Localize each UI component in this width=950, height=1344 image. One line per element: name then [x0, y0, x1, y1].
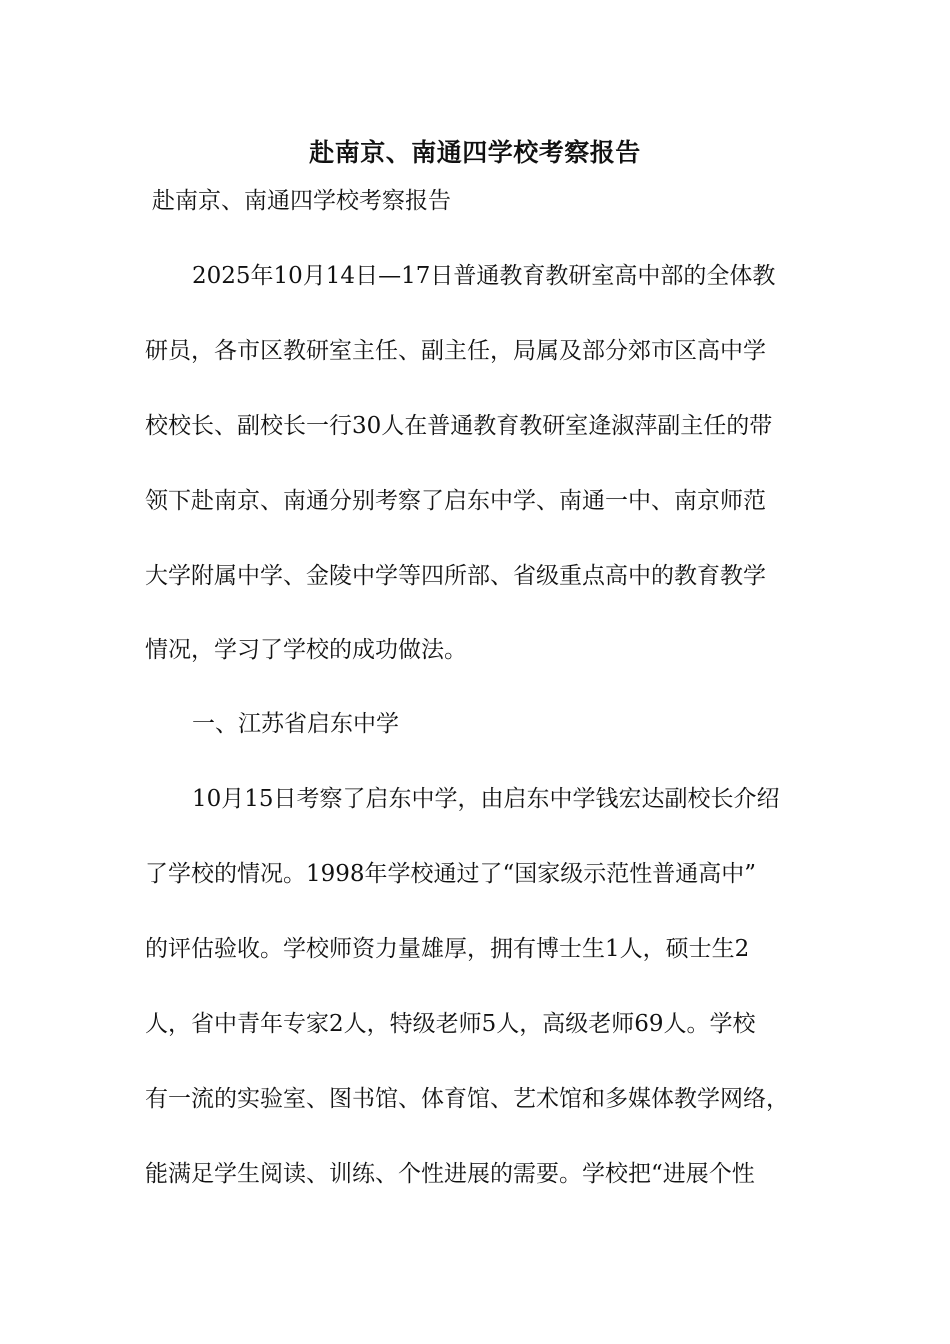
paragraph-line: 10月15日考察了启东中学，由启东中学钱宏达副校长介绍	[192, 786, 780, 812]
paragraph-line: 人，省中青年专家2人，特级老师5人，高级老师69人。学校	[145, 1011, 756, 1037]
paragraph-line: 能满足学生阅读、训练、个性进展的需要。学校把“进展个性	[145, 1161, 755, 1187]
paragraph-line: 领下赴南京、南通分别考察了启东中学、南通一中、南京师范	[145, 488, 766, 514]
paragraph-line: 了学校的情况。1998年学校通过了“国家级示范性普通高中”	[145, 861, 757, 887]
document-title: 赴南京、南通四学校考察报告	[309, 138, 641, 167]
paragraph-line: 研员，各市区教研室主任、副主任，局属及部分郊市区高中学	[145, 338, 766, 364]
paragraph-line: 情况，学习了学校的成功做法。	[145, 637, 467, 663]
paragraph-line: 校校长、副校长一行30人在普通教育教研室逄淑萍副主任的带	[145, 413, 773, 439]
paragraph-line: 的评估验收。学校师资力量雄厚，拥有博士生1人，硕士生2	[145, 936, 750, 962]
paragraph-line: 大学附属中学、金陵中学等四所部、省级重点高中的教育教学	[145, 563, 766, 589]
section-heading: 一、江苏省启东中学	[192, 711, 399, 737]
paragraph-line: 2025年10月14日—17日普通教育教研室高中部的全体教	[192, 263, 776, 289]
document-subtitle: 赴南京、南通四学校考察报告	[152, 188, 451, 214]
paragraph-line: 有一流的实验室、图书馆、体育馆、艺术馆和多媒体教学网络，	[145, 1086, 789, 1112]
